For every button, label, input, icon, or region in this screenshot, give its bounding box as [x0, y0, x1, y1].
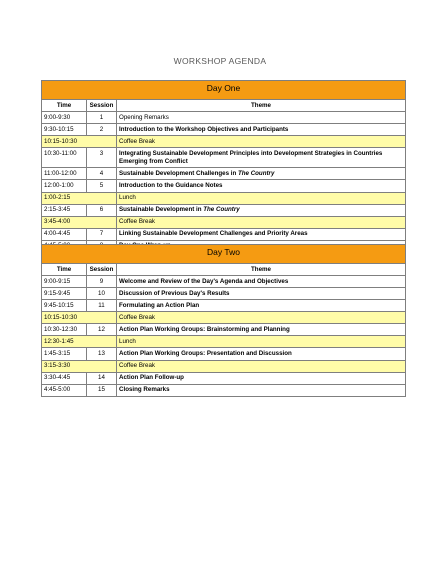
day-one-table [41, 80, 406, 253]
agenda-row [42, 348, 406, 360]
theme-cell [117, 228, 406, 240]
theme-cell [117, 192, 406, 204]
theme-cell [117, 384, 406, 396]
theme-text: Coffee Break [119, 137, 156, 145]
theme-text: Action Plan Working Groups: Brainstorming and Planning [119, 325, 290, 333]
agenda-row [42, 372, 406, 384]
theme-cell [117, 360, 406, 372]
theme-cell [117, 180, 406, 192]
theme-text: Introduction to the Guidance Notes [119, 181, 223, 189]
time-cell: 1:45-3:15 [42, 348, 87, 360]
theme-cell [117, 124, 406, 136]
time-cell: 11:00-12:00 [42, 168, 87, 180]
theme-column-header: Theme [117, 264, 406, 276]
page-title: WORKSHOP AGENDA [173, 56, 267, 66]
day-two-rows [42, 276, 406, 397]
theme-text: Coffee Break [119, 218, 156, 226]
time-cell: 4:00-4:45 [42, 228, 87, 240]
time-cell: 10:30-12:30 [42, 324, 87, 336]
agenda-row [42, 300, 406, 312]
session-column-header: Session [87, 100, 117, 112]
session-cell: 14 [87, 372, 117, 384]
break-row [42, 192, 406, 204]
session-cell: 7 [87, 228, 117, 240]
theme-cell [117, 336, 406, 348]
session-cell: 3 [87, 148, 117, 168]
time-cell: 3:30-4:45 [42, 372, 87, 384]
time-cell: 1:00-2:15 [42, 192, 117, 204]
time-cell: 12:00-1:00 [42, 180, 87, 192]
theme-cell [117, 348, 406, 360]
agenda-row [42, 384, 406, 396]
theme-text: Closing Remarks [119, 386, 170, 394]
theme-text: Action Plan Follow-up [119, 374, 184, 382]
agenda-row [42, 124, 406, 136]
session-cell: 1 [87, 112, 117, 124]
session-cell: 6 [87, 204, 117, 216]
day-two-header: Day Two [42, 245, 406, 264]
time-cell: 10:15-10:30 [42, 136, 117, 148]
theme-cell [117, 136, 406, 148]
time-cell: 4:45-5:00 [42, 384, 87, 396]
time-cell: 9:45-10:15 [42, 300, 87, 312]
session-cell: 12 [87, 324, 117, 336]
theme-text: Lunch [119, 337, 136, 345]
session-cell: 4 [87, 168, 117, 180]
time-cell: 2:15-3:45 [42, 204, 87, 216]
theme-text: Linking Sustainable Development Challenges and Priority Areas [119, 230, 308, 238]
session-column-header: Session [87, 264, 117, 276]
break-row [42, 312, 406, 324]
day-two-table [41, 244, 406, 397]
theme-text: Lunch [119, 194, 136, 201]
theme-text: Coffee Break [119, 313, 156, 321]
agenda-row [42, 204, 406, 216]
time-column-header: Time [42, 100, 87, 112]
theme-cell [117, 216, 406, 228]
theme-cell [117, 204, 406, 216]
theme-text: Opening Remarks [119, 113, 169, 121]
theme-column-header: Theme [117, 100, 406, 112]
theme-cell [117, 324, 406, 336]
theme-text: Coffee Break [119, 362, 156, 369]
theme-italic-text: The Country [237, 169, 275, 177]
theme-text: Discussion of Previous Day's Results [119, 289, 230, 297]
agenda-row [42, 112, 406, 124]
theme-cell [117, 168, 406, 180]
time-cell: 9:00-9:15 [42, 276, 87, 288]
agenda-row [42, 168, 406, 180]
session-cell: 10 [87, 288, 117, 300]
session-cell: 5 [87, 180, 117, 192]
theme-cell [117, 288, 406, 300]
day-one-rows [42, 112, 406, 253]
break-row [42, 336, 406, 348]
session-cell: 9 [87, 276, 117, 288]
session-cell: 11 [87, 300, 117, 312]
time-cell: 10:30-11:00 [42, 148, 87, 168]
theme-cell [117, 276, 406, 288]
agenda-row [42, 324, 406, 336]
time-cell: 10:15-10:30 [42, 312, 117, 324]
session-cell: 13 [87, 348, 117, 360]
break-row [42, 216, 406, 228]
theme-text: Action Plan Working Groups: Presentation and Discussion [119, 349, 292, 357]
session-cell: 2 [87, 124, 117, 136]
theme-text: Sustainable Development in [119, 206, 204, 214]
time-cell: 12:30-1:45 [42, 336, 117, 348]
agenda-row [42, 228, 406, 240]
agenda-row [42, 276, 406, 288]
theme-text: Formulating an Action Plan [119, 301, 200, 309]
theme-cell [117, 312, 406, 324]
theme-cell [117, 372, 406, 384]
time-cell: 3:15-3:30 [42, 360, 117, 372]
break-row [42, 360, 406, 372]
time-column-header: Time [42, 264, 87, 276]
theme-cell [117, 112, 406, 124]
time-cell: 9:15-9:45 [42, 288, 87, 300]
theme-cell [117, 148, 406, 168]
agenda-row [42, 180, 406, 192]
time-cell: 9:00-9:30 [42, 112, 87, 124]
theme-text: Welcome and Review of the Day's Agenda and Objectives [119, 277, 289, 285]
time-cell: 3:45-4:00 [42, 216, 117, 228]
agenda-row [42, 288, 406, 300]
agenda-row [42, 148, 406, 168]
day-one-header: Day One [42, 81, 406, 100]
session-cell: 15 [87, 384, 117, 396]
theme-italic-text: The Country [203, 206, 240, 214]
theme-text: Sustainable Development Challenges in [119, 169, 238, 177]
theme-text: Integrating Sustainable Development Principles into Development Strategies in Countries Emerging from Conflict [119, 149, 383, 165]
theme-cell [117, 300, 406, 312]
theme-text: Introduction to the Workshop Objectives and Participants [119, 125, 289, 133]
time-cell: 9:30-10:15 [42, 124, 87, 136]
break-row [42, 136, 406, 148]
